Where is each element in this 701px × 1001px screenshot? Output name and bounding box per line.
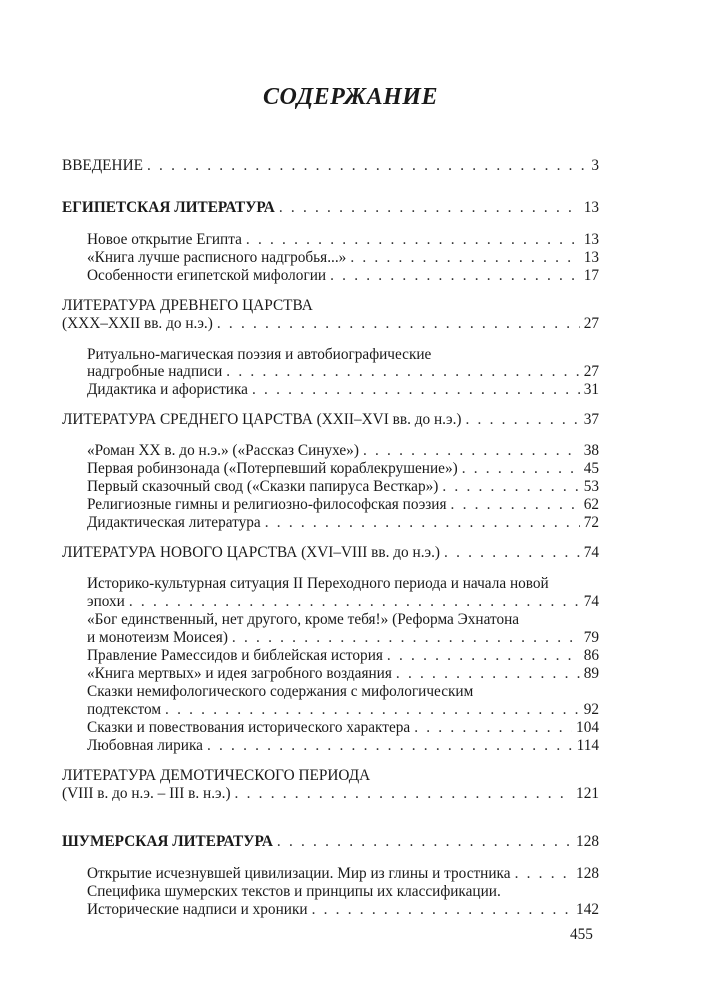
toc-entry-text: Открытие исчезнувшей цивилизации. Мир из глины и тростника (87, 865, 511, 882)
leader-dots (387, 646, 580, 666)
toc-entry-old-kingdom[interactable] (62, 314, 599, 334)
toc-entry-new-1[interactable] (87, 592, 599, 612)
toc-page-number: 74 (583, 544, 599, 561)
toc-entry-text: Правление Рамессидов и библейская история (87, 647, 383, 664)
toc-entry-text: Дидактическая литература (87, 514, 261, 531)
toc-entry-demotic[interactable] (62, 784, 599, 804)
leader-dots (279, 198, 580, 218)
toc-entry-text: подтекстом (87, 701, 162, 718)
leader-dots (129, 592, 580, 612)
leader-dots (444, 543, 580, 563)
toc-entry-egypt-3[interactable] (87, 266, 599, 286)
toc-entry-new-2[interactable] (87, 628, 599, 648)
toc-page-number: 13 (583, 199, 599, 216)
leader-dots (147, 156, 587, 176)
leader-dots (232, 628, 580, 648)
toc-entry-text: надгробные надписи (87, 363, 223, 380)
leader-dots (396, 664, 580, 684)
toc-entry-text: (XXX–XXII вв. до н.э.) (62, 315, 213, 332)
toc-entry-new-1-line1[interactable] (87, 574, 599, 594)
toc-page-number: 121 (576, 785, 599, 802)
toc-page-number: 13 (583, 231, 599, 248)
toc-entry-text: «Книга лучше расписного надгробья...» (87, 249, 347, 266)
leader-dots (312, 900, 572, 920)
toc-entry-text: ЛИТЕРАТУРА ДРЕВНЕГО ЦАРСТВА (62, 297, 313, 314)
toc-entry-text: ЕГИПЕТСКАЯ ЛИТЕРАТУРА (62, 199, 275, 216)
leader-dots (515, 864, 572, 884)
toc-entry-text: ЛИТЕРАТУРА СРЕДНЕГО ЦАРСТВА (XXII–XVI вв. до н.э.) (62, 411, 462, 428)
toc-entry-text: и монотеизм Моисея) (87, 629, 228, 646)
toc-entry-new-kingdom[interactable] (62, 543, 599, 563)
toc-entry-text: Сказки и повествования исторического характера (87, 719, 411, 736)
toc-entry-old-kingdom-line1[interactable] (62, 296, 599, 316)
toc-entry-new-3[interactable] (87, 646, 599, 666)
page-number: 455 (570, 926, 593, 943)
toc-entry-old-2[interactable] (87, 380, 599, 400)
toc-entry-text: Историко-культурная ситуация II Переходного периода и начала новой (87, 575, 549, 592)
leader-dots (442, 477, 579, 497)
toc-entry-text: Исторические надписи и хроники (87, 901, 308, 918)
leader-dots (246, 230, 580, 250)
toc-page-number: 92 (583, 701, 599, 718)
toc-entry-sumer-1[interactable] (87, 864, 599, 884)
toc-entry-egypt[interactable] (62, 198, 599, 218)
toc-entry-text: «Книга мертвых» и идея загробного воздаяния (87, 665, 392, 682)
toc-entry-sumer-2[interactable] (87, 900, 599, 920)
toc-entry-new-4[interactable] (87, 664, 599, 684)
toc-entry-new-5[interactable] (87, 700, 599, 720)
toc-entry-text: Особенности египетской мифологии (87, 267, 327, 284)
toc-entry-middle-3[interactable] (87, 477, 599, 497)
toc-page-number: 79 (583, 629, 599, 646)
leader-dots (217, 314, 580, 334)
toc-page-number: 62 (583, 496, 599, 513)
toc-page-number: 45 (583, 460, 599, 477)
toc-entry-text: «Бог единственный, нет другого, кроме тебя!» (Реформа Эхнатона (87, 611, 520, 628)
leader-dots (350, 248, 579, 268)
leader-dots (330, 266, 580, 286)
toc-page-number: 27 (583, 315, 599, 332)
toc-entry-text: ВВЕДЕНИЕ (62, 157, 143, 174)
toc-entry-new-7[interactable] (87, 736, 599, 756)
toc-entry-text: Сказки немифологического содержания с мифологическим (87, 683, 474, 700)
page-title: СОДЕРЖАНИЕ (263, 84, 438, 110)
leader-dots (466, 410, 580, 430)
leader-dots (277, 832, 572, 852)
leader-dots (363, 441, 580, 461)
toc-entry-middle-5[interactable] (87, 513, 599, 533)
leader-dots (265, 513, 580, 533)
toc-page-number: 38 (583, 442, 599, 459)
toc-page-number: 37 (583, 411, 599, 428)
toc-entry-sumer-2-line1[interactable] (87, 882, 599, 902)
toc-entry-new-2-line1[interactable] (87, 610, 599, 630)
toc-entry-text: Ритуально-магическая поэзия и автобиографические (87, 346, 432, 363)
toc-page-number: 72 (583, 514, 599, 531)
toc-entry-text: ЛИТЕРАТУРА НОВОГО ЦАРСТВА (XVI–VIII вв. до н.э.) (62, 544, 441, 561)
toc-page-number: 53 (583, 478, 599, 495)
toc-entry-new-6[interactable] (87, 718, 599, 738)
toc-entry-text: Первая робинзонада («Потерпевший кораблекрушение») (87, 460, 458, 477)
toc-page-number: 128 (576, 833, 599, 850)
toc-page-number: 27 (583, 363, 599, 380)
leader-dots (462, 459, 580, 479)
toc-entry-text: ЛИТЕРАТУРА ДЕМОТИЧЕСКОГО ПЕРИОДА (62, 767, 371, 784)
toc-page-number: 31 (583, 381, 599, 398)
toc-entry-text: Новое открытие Египта (87, 231, 242, 248)
leader-dots (207, 736, 573, 756)
toc-entry-sumer[interactable] (62, 832, 599, 852)
toc-page-number: 3 (591, 157, 599, 174)
leader-dots (165, 700, 580, 720)
toc-entry-text: «Роман XX в. до н.э.» («Рассказ Синухе») (87, 442, 359, 459)
toc-entry-text: Любовная лирика (87, 737, 203, 754)
toc-page-number: 142 (576, 901, 599, 918)
toc-page-number: 74 (583, 593, 599, 610)
toc-entry-text: эпохи (87, 593, 125, 610)
toc-entry-vvedenie[interactable] (62, 156, 599, 176)
leader-dots (226, 362, 579, 382)
leader-dots (252, 380, 580, 400)
toc-entry-text: (VIII в. до н.э. – III в. н.э.) (62, 785, 231, 802)
toc-entry-text: ШУМЕРСКАЯ ЛИТЕРАТУРА (62, 833, 273, 850)
toc-entry-middle-2[interactable] (87, 459, 599, 479)
toc-entry-egypt-2[interactable] (87, 248, 599, 268)
toc-page-number: 13 (583, 249, 599, 266)
toc-entry-old-1[interactable] (87, 362, 599, 382)
toc-entry-text: Первый сказочный свод («Сказки папируса Весткар») (87, 478, 439, 495)
toc-entry-middle-kingdom[interactable] (62, 410, 599, 430)
toc-page-number: 17 (583, 267, 599, 284)
toc-entry-demotic-line1[interactable] (62, 766, 599, 786)
toc-entry-text: Дидактика и афористика (87, 381, 248, 398)
toc-page-number: 86 (583, 647, 599, 664)
toc-entry-middle-4[interactable] (87, 495, 599, 515)
toc-page-number: 114 (576, 737, 599, 754)
leader-dots (414, 718, 572, 738)
toc-page-number: 104 (576, 719, 599, 736)
toc-entry-egypt-1[interactable] (87, 230, 599, 250)
toc-page-number: 89 (583, 665, 599, 682)
toc-entry-text: Религиозные гимны и религиозно-философская поэзия (87, 496, 447, 513)
toc-entry-middle-1[interactable] (87, 441, 599, 461)
leader-dots (235, 784, 573, 804)
toc-entry-text: Специфика шумерских текстов и принципы их классификации. (87, 883, 501, 900)
leader-dots (451, 495, 580, 515)
toc-entry-new-5-line1[interactable] (87, 682, 599, 702)
toc-page-number: 128 (576, 865, 599, 882)
